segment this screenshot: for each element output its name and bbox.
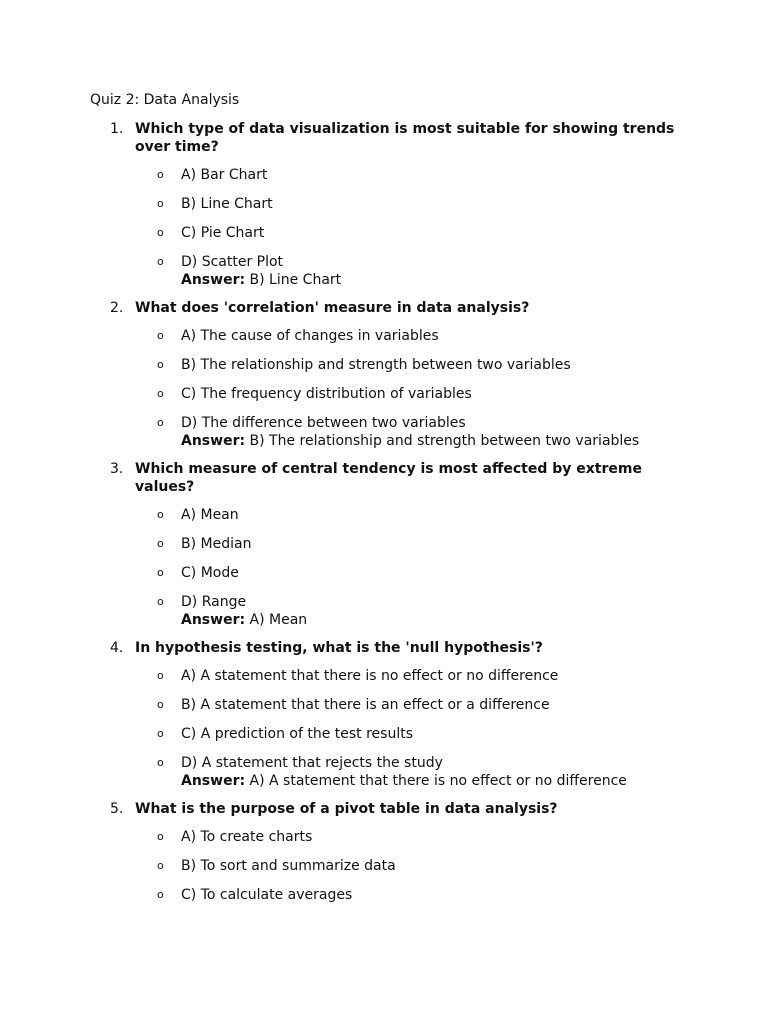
option-text: B) A statement that there is an effect or a difference [181, 697, 550, 713]
bullet-icon: o [157, 727, 164, 740]
bullet-icon: o [157, 698, 164, 711]
option-text: C) Mode [181, 565, 239, 581]
option-text: D) Range [181, 594, 247, 610]
question-item [0, 639, 768, 790]
bullet-icon: o [157, 595, 164, 608]
option-item [0, 857, 768, 876]
option-text: C) A prediction of the test results [181, 726, 414, 742]
question-text: What does 'correlation' measure in data analysis? [135, 300, 530, 316]
option-list [0, 166, 768, 289]
bullet-icon: o [157, 669, 164, 682]
option-item [0, 414, 768, 450]
option-list [0, 506, 768, 629]
bullet-icon: o [157, 566, 164, 579]
option-text: D) The difference between two variables [181, 415, 466, 431]
answer-line [181, 611, 768, 629]
option-text: C) To calculate averages [181, 887, 353, 903]
option-text: A) The cause of changes in variables [181, 328, 439, 344]
answer-line [181, 432, 768, 450]
answer-line [181, 271, 768, 289]
bullet-icon: o [157, 537, 164, 550]
option-item [0, 224, 768, 243]
answer-value: A) Mean [249, 612, 308, 628]
option-item [0, 696, 768, 715]
bullet-icon: o [157, 358, 164, 371]
option-text: B) The relationship and strength between two variables [181, 357, 571, 373]
question-number: 5. [110, 801, 124, 817]
option-item [0, 535, 768, 554]
question-number: 3. [110, 461, 124, 477]
bullet-icon: o [157, 508, 164, 521]
question-text: Which type of data visualization is most suitable for showing trends over time? [135, 121, 675, 155]
option-text: B) To sort and summarize data [181, 858, 396, 874]
option-list [0, 667, 768, 790]
option-text: A) Mean [181, 507, 239, 523]
option-text: A) To create charts [181, 829, 313, 845]
answer-label: Answer: [181, 433, 246, 449]
option-text: B) Line Chart [181, 196, 273, 212]
question-text: What is the purpose of a pivot table in data analysis? [135, 801, 558, 817]
option-item [0, 385, 768, 404]
option-item [0, 886, 768, 904]
option-item [0, 166, 768, 185]
bullet-icon: o [157, 756, 164, 769]
answer-label: Answer: [181, 272, 246, 288]
quiz-title: Quiz 2: Data Analysis [90, 92, 240, 108]
question-item [0, 120, 768, 289]
question-number: 2. [110, 300, 124, 316]
option-item [0, 327, 768, 346]
option-item [0, 725, 768, 744]
question-item [0, 299, 768, 450]
answer-value: B) The relationship and strength between two variables [249, 433, 640, 449]
option-text: C) The frequency distribution of variables [181, 386, 472, 402]
option-text: C) Pie Chart [181, 225, 265, 241]
question-number: 1. [110, 121, 124, 137]
option-list [0, 828, 768, 904]
answer-value: B) Line Chart [249, 272, 342, 288]
question-item [0, 460, 768, 629]
option-item [0, 754, 768, 790]
question-text: In hypothesis testing, what is the 'null hypothesis'? [135, 640, 543, 656]
question-text: Which measure of central tendency is most affected by extreme values? [135, 461, 642, 495]
option-item [0, 564, 768, 583]
bullet-icon: o [157, 197, 164, 210]
option-item [0, 593, 768, 629]
bullet-icon: o [157, 329, 164, 342]
option-text: D) Scatter Plot [181, 254, 284, 270]
option-item [0, 506, 768, 525]
option-text: A) Bar Chart [181, 167, 268, 183]
option-text: A) A statement that there is no effect or no difference [181, 668, 559, 684]
option-list [0, 327, 768, 450]
option-item [0, 828, 768, 847]
option-item [0, 356, 768, 375]
answer-label: Answer: [181, 773, 246, 789]
question-number: 4. [110, 640, 124, 656]
option-item [0, 253, 768, 289]
bullet-icon: o [157, 168, 164, 181]
bullet-icon: o [157, 830, 164, 843]
bullet-icon: o [157, 226, 164, 239]
option-text: D) A statement that rejects the study [181, 755, 443, 771]
option-item [0, 667, 768, 686]
bullet-icon: o [157, 859, 164, 872]
option-item [0, 195, 768, 214]
bullet-icon: o [157, 888, 164, 901]
question-list [0, 120, 768, 914]
answer-label: Answer: [181, 612, 246, 628]
bullet-icon: o [157, 387, 164, 400]
bullet-icon: o [157, 416, 164, 429]
bullet-icon: o [157, 255, 164, 268]
answer-value: A) A statement that there is no effect or no difference [249, 773, 627, 789]
option-text: B) Median [181, 536, 252, 552]
question-item [0, 800, 768, 904]
answer-line [181, 772, 768, 790]
